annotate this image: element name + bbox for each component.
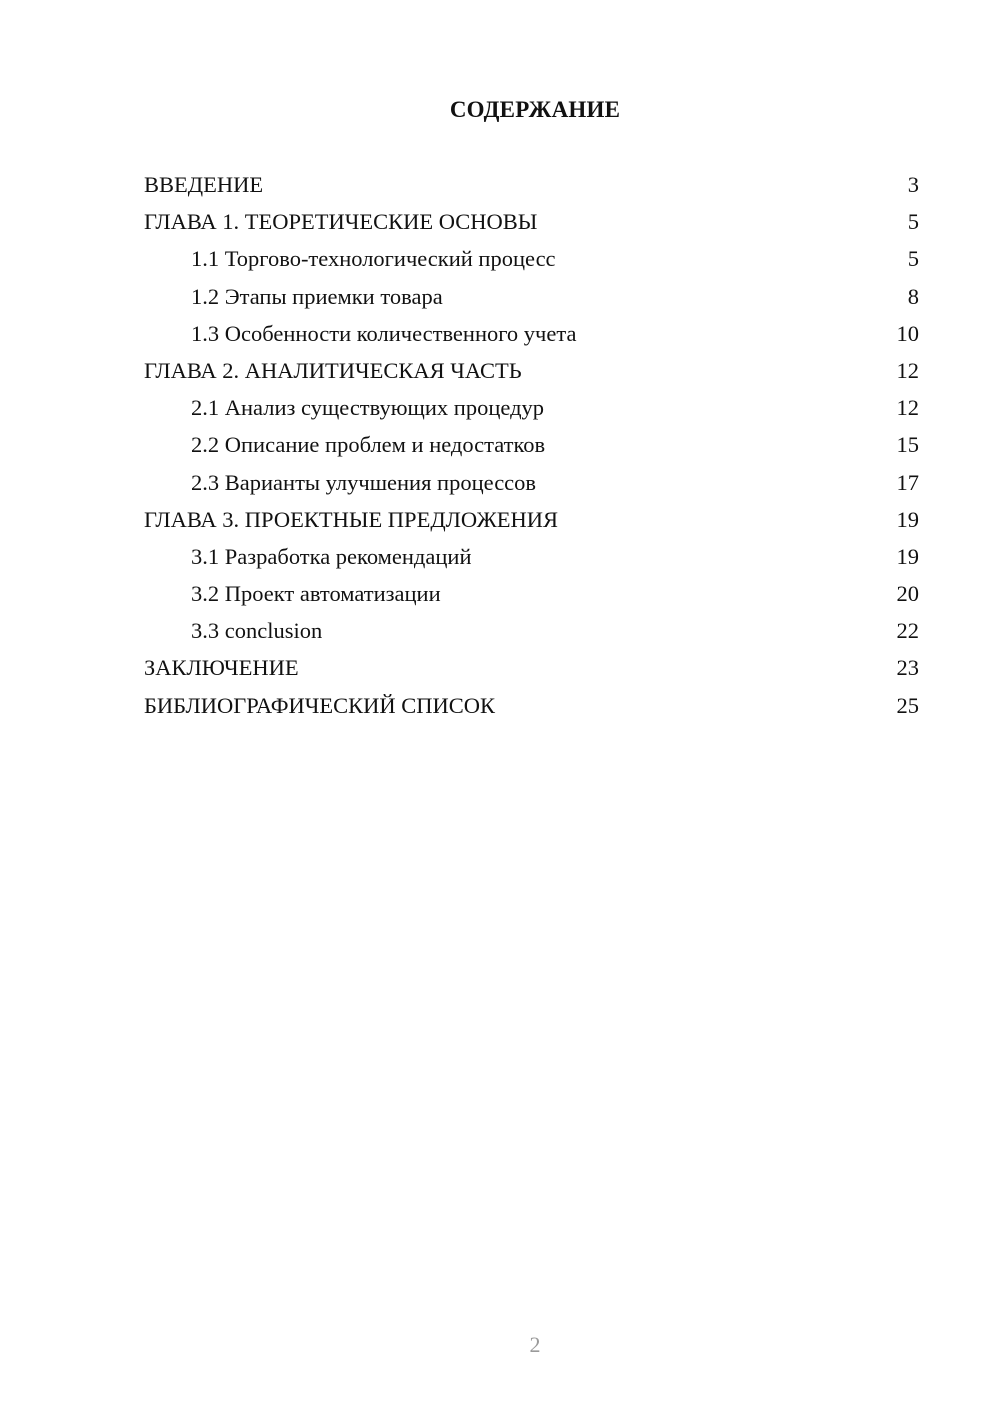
toc-entry-page: 12 [896,357,919,383]
toc-entry-label: 3.1 Разработка рекомендаций [191,543,472,569]
toc-entry-page: 8 [907,283,919,309]
toc-entry-page: 12 [896,395,919,421]
toc-entry-section-1-3 [144,315,919,352]
toc-entry-section-2-1 [144,389,919,426]
toc-entry-section-3-3 [144,612,919,649]
toc-entry-page: 5 [907,246,919,272]
toc-entry-label: ГЛАВА 1. ТЕОРЕТИЧЕСКИЕ ОСНОВЫ [144,209,538,235]
toc-entry-chapter-1 [144,203,919,240]
toc-entry-page: 25 [896,692,919,718]
toc-entry-label: 1.3 Особенности количественного учета [191,320,577,346]
toc-entry-section-2-3 [144,464,919,501]
toc-entry-label: 1.2 Этапы приемки товара [191,283,443,309]
toc-entry-bibliography [144,687,919,724]
toc-entry-label: ГЛАВА 3. ПРОЕКТНЫЕ ПРЕДЛОЖЕНИЯ [144,506,559,532]
toc-entry-chapter-2 [144,352,919,389]
toc-entry-page: 5 [907,209,919,235]
toc-entry-section-2-2 [144,426,919,463]
toc-entry-page: 19 [896,506,919,532]
toc-entry-page: 17 [896,469,919,495]
toc-entry-label: ВВЕДЕНИЕ [144,172,264,197]
toc-entry-label: ЗАКЛЮЧЕНИЕ [144,655,299,681]
toc-entry-conclusion [144,649,919,686]
toc-entry-label: 3.3 conclusion [191,618,323,644]
toc-entry-label: 1.1 Торгово-технологический процесс [191,246,556,272]
toc-entry-label: БИБЛИОГРАФИЧЕСКИЙ СПИСОК [144,692,496,718]
toc-entry-label: ГЛАВА 2. АНАЛИТИЧЕСКАЯ ЧАСТЬ [144,357,522,383]
toc-entry-page: 22 [896,618,919,644]
toc-entry-section-3-2 [144,575,919,612]
toc-entry-page: 20 [896,581,919,607]
toc-entry-label: 2.3 Варианты улучшения процессов [191,469,537,495]
toc-entry-label: 3.2 Проект автоматизации [191,581,441,607]
toc-entry-label: 2.1 Анализ существующих процедур [191,395,545,421]
toc-entry-page: 23 [896,655,919,681]
toc-entry-section-1-1 [144,240,919,277]
toc-entry-section-3-1 [144,538,919,575]
toc-entry-introduction [144,166,919,203]
toc-entry-page: 19 [896,543,919,569]
toc-entry-page: 15 [896,432,919,458]
page-number: 2 [529,1332,541,1357]
toc-entry-page: 10 [896,320,919,346]
toc-entry-section-1-2 [144,278,919,315]
toc-entry-label: 2.2 Описание проблем и недостатков [191,432,546,458]
toc-entry-chapter-3 [144,501,919,538]
page-title: СОДЕРЖАНИЕ [449,97,621,122]
table-of-contents [144,166,919,724]
toc-entry-page: 3 [907,172,919,197]
